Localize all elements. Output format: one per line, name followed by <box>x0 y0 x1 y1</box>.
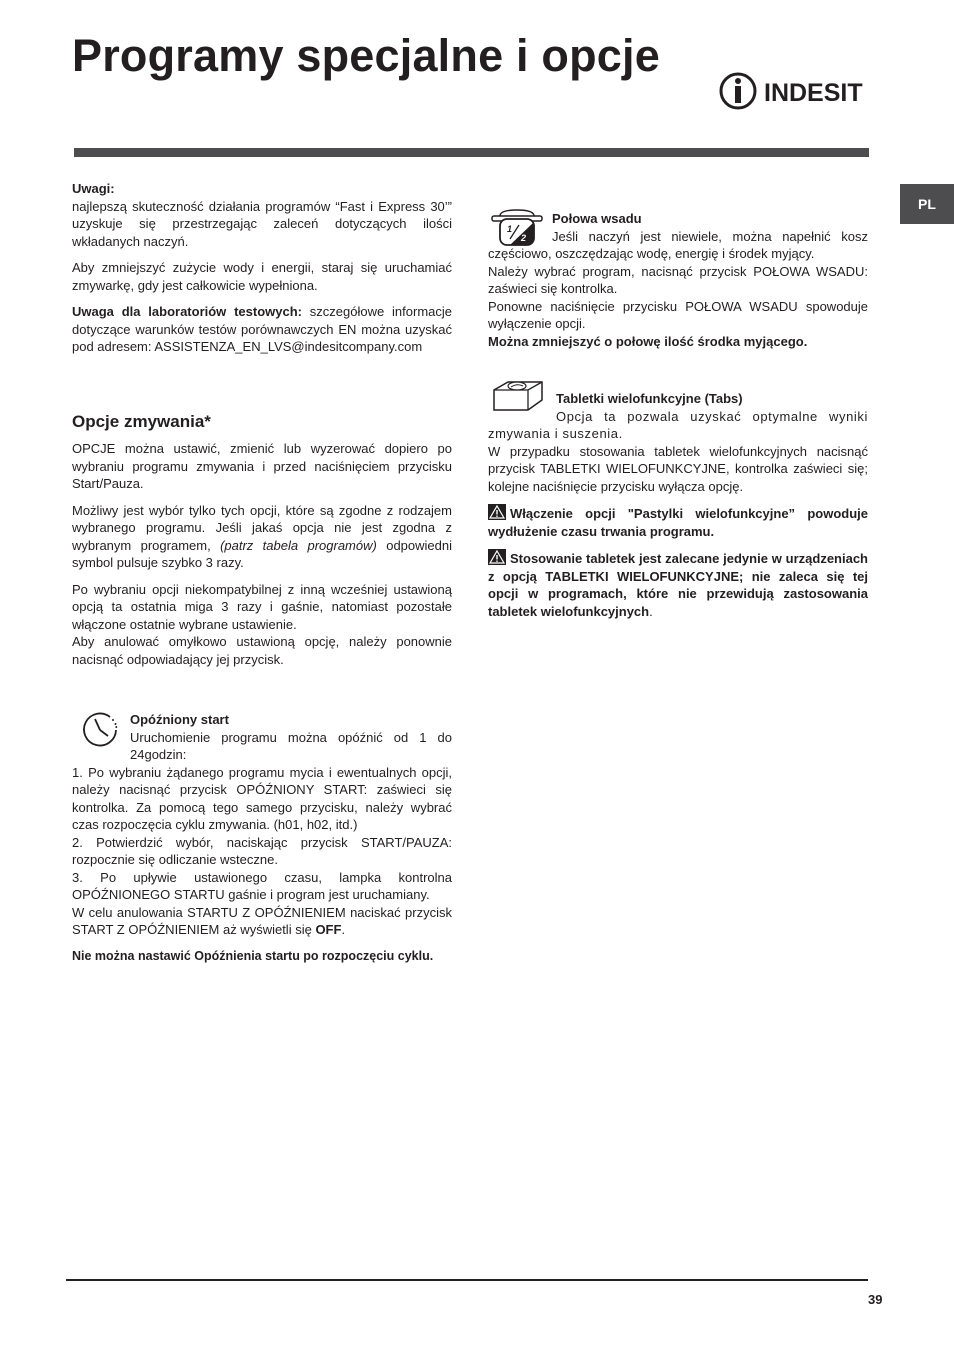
tabs-warning-2-end: . <box>649 603 653 619</box>
header-divider <box>74 148 869 157</box>
notes-paragraph-1: najlepszą skuteczność działania programów “Fast i Express 30’” uzyskuje się przestrzegając zaleceń dotyczących ilości wkładanych naczyń. <box>72 198 452 249</box>
options-p2-text: Możliwy jest wybór tylko tych opcji, które są zgodne z rodzajem wybranego programu. Jeśli jakaś opcja nie jest zgodna z wybranym programem, <box>72 502 452 553</box>
tabs-section <box>488 390 868 620</box>
options-section <box>72 413 452 669</box>
language-tab: PL <box>900 184 954 224</box>
lab-note-text: szczegółowe informacje dotyczące warunków testów porównawczych EN można uzyskać pod adresem: ASSISTENZA_EN_LVS@indesitcompany.com <box>72 304 452 354</box>
page-title: Programy specjalne i opcje <box>72 30 660 81</box>
tabs-warning-2 <box>488 549 868 620</box>
options-paragraph-1: OPCJE można ustawić, zmienić lub wyzerować dopiero po wybraniu programu zmywania i przed naciśnięciem przycisku Start/Pauza. <box>72 441 452 491</box>
half-load-intro: Jeśli naczyń jest niewiele, można napełnić kosz częściowo, oszczędzając wodę, energię i środek myjący. <box>488 228 868 261</box>
footer-divider <box>66 1279 868 1281</box>
options-p2-end: odpowiedni symbol pulsuje szybko 3 razy. <box>72 537 452 570</box>
brand-name: INDESIT <box>764 79 863 107</box>
delayed-start-intro: Uruchomienie programu można opóźnić od 1 do 24godzin: <box>130 729 452 762</box>
options-paragraph-2 <box>72 502 452 572</box>
tabs-heading: Tabletki wielofunkcyjne (Tabs) <box>556 391 743 406</box>
tabs-paragraph-2: W przypadku stosowania tabletek wielofunkcyjnych nacisnąć przycisk TABLETKI WIELOFUNKCYJNE, kontrolka zaświeci się; kolejne naciśnięcie przycisku wyłącza opcję. <box>488 443 868 494</box>
off-label: OFF <box>315 922 342 937</box>
half-load-section <box>488 210 868 350</box>
half-load-heading: Połowa wsadu <box>552 211 642 226</box>
half-load-text <box>488 228 868 263</box>
delayed-start-heading: Opóźniony start <box>130 712 229 727</box>
delayed-start-section <box>72 711 452 965</box>
delayed-start-step-1: 1. Po wybraniu żądanego programu mycia i ewentualnych opcji, należy nacisnąć przycisk OPÓŹNIONY START: zaświeci się kontrolka. Za pomocą tego samego przycisku, należy wybrać czas rozpoczęcia cyklu zmywania. (h01, h02, itd.) <box>72 764 452 832</box>
clock-icon <box>79 709 121 751</box>
tabs-warning-2-text: Stosowanie tabletek jest zalecane jedynie w urządzeniach z opcją TABLETKI WIELOFUNKCYJNE; nie zaleca się tej opcji w programach, które nie przewidują zastosowania tabletek wielofunkcyjnych <box>488 551 868 619</box>
cancel-text: W celu anulowania STARTU Z OPÓŹNIENIEM naciskać przycisk START Z OPÓŹNIENIEM aż wyświetli się <box>72 904 452 937</box>
notes-section <box>72 180 452 356</box>
tabs-intro: Opcja ta pozwala uzyskać optymalne wyniki zmywania i suszenia. <box>488 408 868 441</box>
delayed-start-note: Nie można nastawić Opóźnienia startu po rozpoczęciu cyklu. <box>72 948 434 963</box>
options-paragraph-3: Po wybraniu opcji niekompatybilnej z inną wcześniej ustawioną opcją ta ostatnia miga 3 razy i gaśnie, natomiast pozostałe włączone ostatnie wybrane ustawienie. <box>72 581 452 632</box>
tablet-icon <box>490 378 548 416</box>
cancel-end: . <box>341 922 346 937</box>
delayed-start-step-3: 3. Po upływie ustawionego czasu, lampka kontrolna OPÓŹNIONEGO STARTU gaśnie i program jest uruchamiany. <box>72 869 452 902</box>
half-load-paragraph-2: Należy wybrać program, nacisnąć przycisk POŁOWA WSADU: zaświeci się kontrolka. <box>488 263 868 296</box>
page-number: 39 <box>868 1292 883 1307</box>
half-load-one: 1 <box>507 224 513 234</box>
half-load-icon <box>490 206 544 248</box>
delayed-start-step-2: 2. Potwierdzić wybór, naciskając przycisk START/PAUZA: rozpocznie się odliczanie wsteczne. <box>72 834 452 867</box>
right-column <box>488 210 868 629</box>
notes-paragraph-2: Aby zmniejszyć zużycie wody i energii, staraj się uruchamiać zmywarkę, gdy jest całkowicie wypełniona. <box>72 260 452 293</box>
program-table-reference: (patrz tabela programów) <box>220 537 377 553</box>
warning-icon <box>488 549 506 565</box>
lab-note-label: Uwaga dla laboratoriów testowych: <box>72 304 302 319</box>
options-paragraph-4: Aby anulować omyłkowo ustawioną opcję, należy ponownie nacisnąć odpowiadający jej przycisk. <box>72 634 452 667</box>
options-heading: Opcje zmywania* <box>72 411 211 431</box>
tabs-warning-1 <box>488 504 868 540</box>
notes-paragraph-3 <box>72 303 452 356</box>
half-load-note: Można zmniejszyć o połowę ilość środka myjącego. <box>488 333 808 349</box>
half-load-paragraph-3: Ponowne naciśnięcie przycisku POŁOWA WSADU spowoduje wyłączenie opcji. <box>488 298 868 331</box>
tabs-warning-1-text: Włączenie opcji "Pastylki wielofunkcyjne” powoduje wydłużenie czasu trwania programu. <box>488 506 868 539</box>
notes-heading: Uwagi: <box>72 181 115 196</box>
half-load-two: 2 <box>521 233 527 243</box>
left-column <box>72 180 452 974</box>
delayed-start-cancel <box>72 904 452 939</box>
warning-icon <box>488 504 506 520</box>
indesit-logo <box>718 70 870 112</box>
